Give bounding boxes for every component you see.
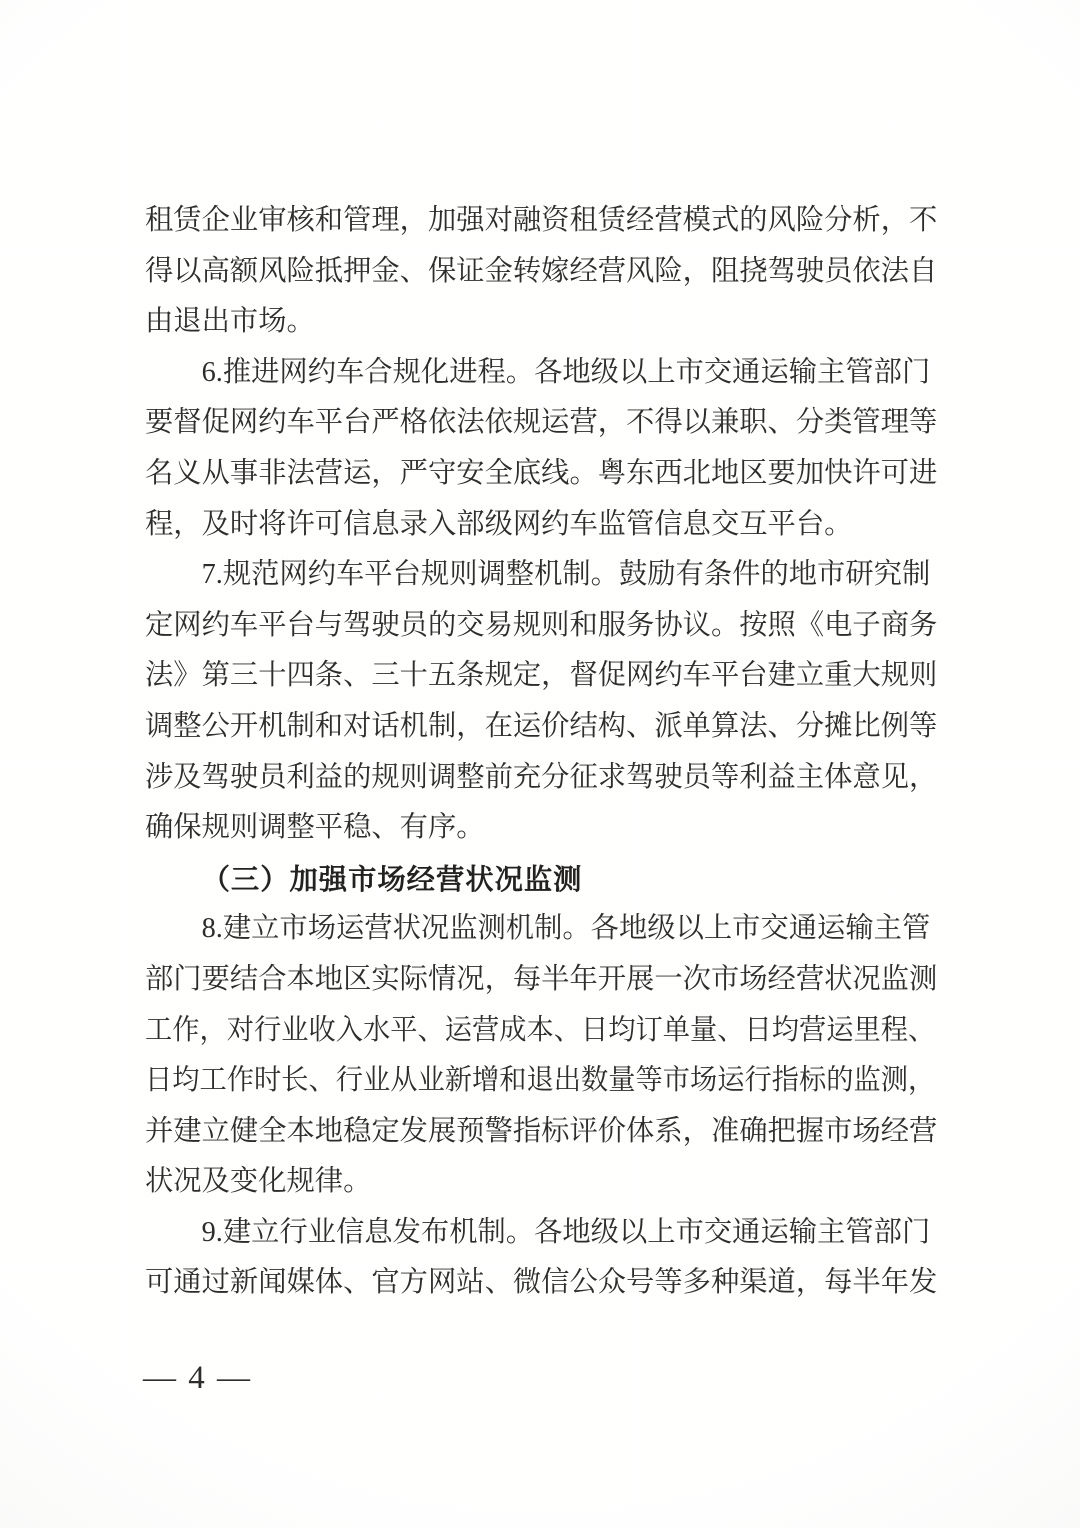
paragraph [145, 348, 945, 550]
text-line: 由退出市场。 [145, 306, 315, 338]
text-line: 得以高额风险抵押金、保证金转嫁经营风险，阻挠驾驶员依法自 [145, 255, 938, 287]
text-line: 6.推进网约车合规化进程。各地级以上市交通运输主管部门 [201, 356, 931, 388]
paragraph [145, 904, 945, 1208]
document-content [145, 196, 945, 1309]
text-line: 程，及时将许可信息录入部级网约车监管信息交互平台。 [145, 508, 853, 540]
text-line: （三）加强市场经营状况监测 [201, 862, 583, 895]
text-line: 8.建立市场运营状况监测机制。各地级以上市交通运输主管 [201, 913, 931, 945]
text-line: 租赁企业审核和管理，加强对融资租赁经营模式的风险分析，不 [145, 205, 938, 236]
text-line: 涉及驾驶员利益的规则调整前充分征求驾驶员等利益主体意见， [145, 761, 938, 793]
text-line: 日均工作时长、行业从业新增和退出数量等市场运行指标的监测， [145, 1065, 936, 1097]
paragraph [145, 1208, 945, 1309]
text-line: 并建立健全本地稳定发展预警指标评价体系，准确把握市场经营 [145, 1115, 938, 1147]
paragraph [145, 550, 945, 854]
text-line: 定网约车平台与驾驶员的交易规则和服务协议。按照《电子商务 [145, 609, 938, 641]
text-line: 可通过新闻媒体、官方网站、微信公众号等多种渠道，每半年发 [145, 1267, 938, 1299]
text-line: 法》第三十四条、三十五条规定，督促网约车平台建立重大规则 [145, 660, 938, 692]
section-heading [145, 854, 945, 905]
text-line: 9.建立行业信息发布机制。各地级以上市交通运输主管部门 [201, 1216, 931, 1248]
text-line: 部门要结合本地区实际情况，每半年开展一次市场经营状况监测 [145, 963, 938, 995]
page-number: — 4 — [143, 1360, 252, 1396]
text-line: 要督促网约车平台严格依法依规运营，不得以兼职、分类管理等 [145, 407, 938, 439]
text-line: 工作，对行业收入水平、运营成本、日均订单量、日均营运里程、 [145, 1014, 936, 1046]
paragraph [145, 196, 945, 348]
text-line: 确保规则调整平稳、有序。 [145, 812, 485, 844]
text-line: 7.规范网约车平台规则调整机制。鼓励有条件的地市研究制 [201, 559, 931, 591]
text-line: 名义从事非法营运，严守安全底线。粤东西北地区要加快许可进 [145, 457, 938, 489]
text-line: 调整公开机制和对话机制，在运价结构、派单算法、分摊比例等 [145, 710, 938, 742]
text-line: 状况及变化规律。 [145, 1166, 372, 1198]
